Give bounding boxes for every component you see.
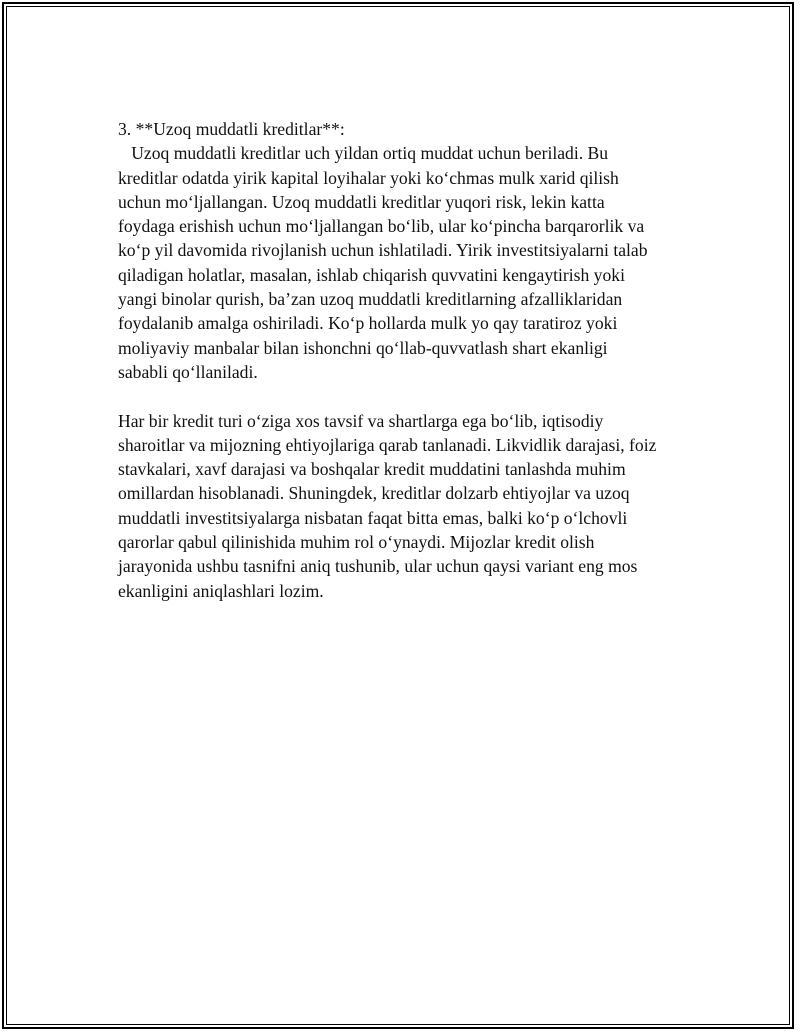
paragraph-line: ekanligini aniqlashlari lozim. [118, 580, 324, 601]
section-heading: 3. **Uzoq muddatli kreditlar**: [118, 119, 345, 139]
document-body [118, 117, 698, 603]
paragraph-spacer [118, 384, 698, 408]
paragraph-line: omillardan hisoblanadi. Shuningdek, kreditlar dolzarb ehtiyojlar va uzoq [118, 483, 630, 504]
paragraph-line: muddatli investitsiyalarga nisbatan faqat bitta emas, balki ko‘p o‘lchovli [118, 507, 628, 528]
paragraph-2 [118, 409, 698, 603]
paragraph-line: qarorlar qabul qilinishida muhim rol o‘ynaydi. Mijozlar kredit olish [118, 532, 595, 553]
paragraph-line: uchun mo‘ljallangan. Uzoq muddatli kreditlar yuqori risk, lekin katta [118, 191, 605, 212]
paragraph-line: Har bir kredit turi o‘ziga xos tavsif va shartlarga ega bo‘lib, iqtisodiy [118, 410, 604, 431]
paragraph-line: foydalanib amalga oshiriladi. Ko‘p hollarda mulk yo qay taratiroz yoki [118, 313, 618, 334]
paragraph-line: jarayonida ushbu tasnifni aniq tushunib, ular uchun qaysi variant eng mos [118, 556, 638, 577]
paragraph-line: Uzoq muddatli kreditlar uch yildan ortiq muddat uchun beriladi. Bu [118, 143, 609, 164]
paragraph-1 [118, 141, 698, 384]
paragraph-line: stavkalari, xavf darajasi va boshqalar kredit muddatini tanlashda muhim [118, 459, 626, 480]
paragraph-line: sababli qo‘llaniladi. [118, 361, 258, 382]
paragraph-line: foydaga erishish uchun mo‘ljallangan bo‘lib, ular ko‘pincha barqarorlik va [118, 216, 645, 237]
paragraph-line: sharoitlar va mijozning ehtiyojlariga qarab tanlanadi. Likvidlik darajasi, foiz [118, 434, 657, 455]
paragraph-line: qiladigan holatlar, masalan, ishlab chiqarish quvvatini kengaytirish yoki [118, 264, 625, 285]
paragraph-line: kreditlar odatda yirik kapital loyihalar yoki ko‘chmas mulk xarid qilish [118, 167, 619, 188]
paragraph-line: ko‘p yil davomida rivojlanish uchun ishlatiladi. Yirik investitsiyalarni talab [118, 240, 648, 261]
paragraph-line: yangi binolar qurish, ba’zan uzoq muddatli kreditlarning afzalliklaridan [118, 289, 623, 310]
paragraph-line: moliyaviy manbalar bilan ishonchni qo‘llab-quvvatlash shart ekanligi [118, 337, 608, 358]
